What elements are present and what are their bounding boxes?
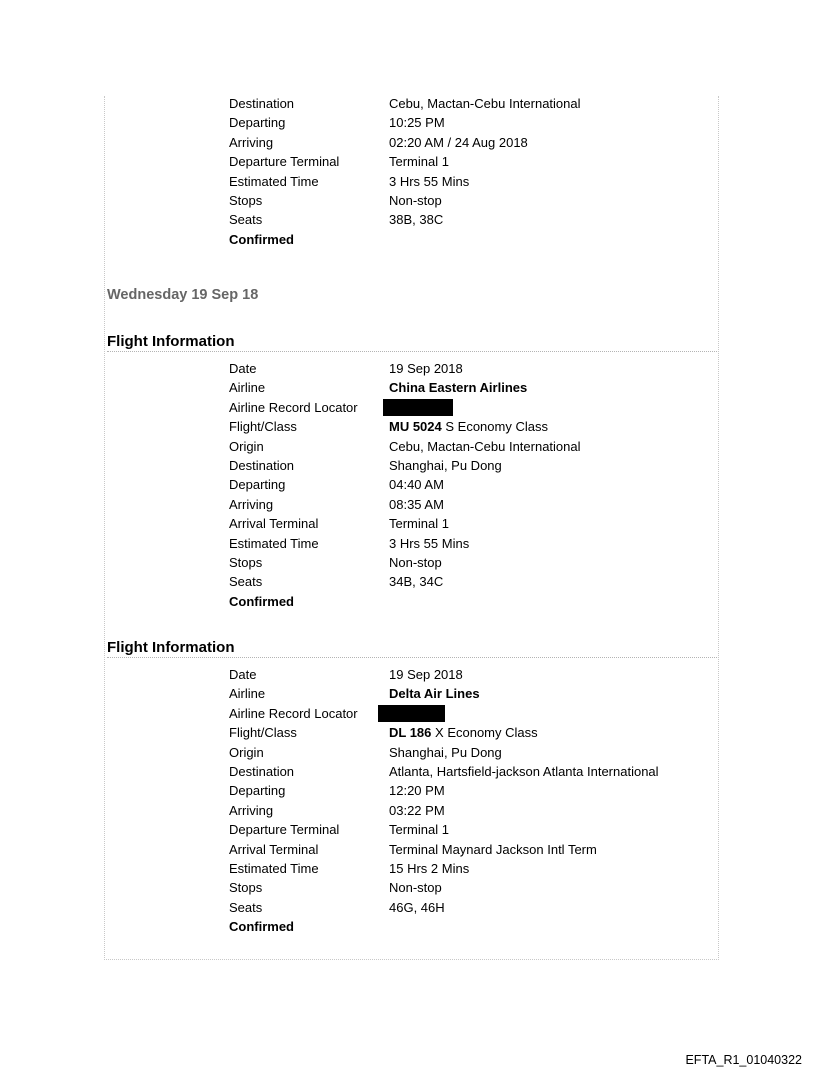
detail-row [229,475,699,494]
detail-label: Estimated Time [229,173,319,189]
detail-label: Stops [229,192,263,208]
detail-row [229,820,699,839]
redaction-box [383,399,453,416]
detail-value: 15 Hrs 2 Mins [389,860,470,876]
status-label: Confirmed [229,231,294,247]
flightclass-value [389,723,538,742]
detail-row [229,359,699,378]
redacted-locator [383,398,453,417]
date-value: 19 Sep 2018 [389,667,463,682]
airline-value: China Eastern Airlines [389,380,528,396]
date-value: 19 Sep 2018 [389,361,463,376]
detail-label: Departing [229,477,286,493]
detail-value: 02:20 AM / 24 Aug 2018 [389,134,528,150]
detail-row [229,665,699,684]
detail-row [229,898,699,917]
detail-label: Origin [229,744,264,760]
detail-row [229,840,699,859]
status-label: Confirmed [229,919,294,935]
detail-label: Departing [229,115,286,131]
detail-label: Departure Terminal [229,822,340,838]
date-label: Date [229,361,257,376]
status-label: Confirmed [229,593,294,609]
detail-label: Destination [229,457,295,473]
detail-label: Arriving [229,134,274,150]
detail-label: Seats [229,212,263,228]
fare-class: S Economy Class [445,419,548,435]
detail-value: Terminal 1 [389,154,449,170]
detail-row [229,210,699,229]
detail-row [229,113,699,132]
locator-label: Airline Record Locator [229,705,358,721]
airline-label: Airline [229,380,266,396]
detail-value: Terminal 1 [389,822,449,838]
flight1-details [229,359,699,611]
status-row [229,917,699,936]
detail-row [229,152,699,171]
detail-row [229,781,699,800]
fare-class: X Economy Class [435,725,538,741]
detail-row [229,417,699,436]
detail-row [229,534,699,553]
detail-label: Origin [229,438,264,454]
flight-number: MU 5024 [389,419,442,435]
detail-row [229,572,699,591]
day-header: Wednesday 19 Sep 18 [107,287,259,303]
detail-label: Arrival Terminal [229,516,319,532]
detail-value: Terminal 1 [389,516,449,532]
detail-value: 3 Hrs 55 Mins [389,535,470,551]
detail-label: Estimated Time [229,860,319,876]
detail-value: Non-stop [389,880,442,896]
detail-label: Seats [229,574,263,590]
detail-row [229,859,699,878]
detail-row [229,94,699,113]
detail-value: Shanghai, Pu Dong [389,457,502,473]
detail-value: 34B, 34C [389,574,444,590]
status-row [229,230,699,249]
detail-row [229,762,699,781]
flightclass-label: Flight/Class [229,725,297,741]
detail-label: Stops [229,880,263,896]
detail-row [229,801,699,820]
redaction-box [378,705,445,722]
detail-row [229,878,699,897]
status-row [229,592,699,611]
flight-info-header: Flight Information [107,639,717,658]
detail-row [229,398,699,417]
detail-value: Cebu, Mactan-Cebu International [389,438,581,454]
detail-row [229,378,699,397]
detail-row [229,514,699,533]
detail-value: 08:35 AM [389,496,444,512]
detail-label: Seats [229,899,263,915]
date-label: Date [229,667,257,682]
detail-row [229,684,699,703]
detail-row [229,704,699,723]
detail-value: Terminal Maynard Jackson Intl Term [389,841,597,857]
detail-value: 03:22 PM [389,802,445,818]
detail-value: 38B, 38C [389,212,444,228]
detail-value: Shanghai, Pu Dong [389,744,502,760]
detail-value: 46G, 46H [389,899,445,915]
detail-label: Arrival Terminal [229,841,319,857]
airline-value: Delta Air Lines [389,686,480,702]
detail-row [229,456,699,475]
flight-info-header: Flight Information [107,333,717,352]
airline-label: Airline [229,686,266,702]
flight-number: DL 186 [389,725,432,741]
detail-row [229,495,699,514]
detail-label: Arriving [229,496,274,512]
document-id: EFTA_R1_01040322 [685,1053,802,1067]
detail-label: Stops [229,554,263,570]
segment-top-details [229,94,699,249]
detail-row [229,437,699,456]
detail-row [229,133,699,152]
detail-value: 04:40 AM [389,477,444,493]
detail-label: Estimated Time [229,535,319,551]
detail-label: Arriving [229,802,274,818]
detail-value: Non-stop [389,192,442,208]
flight2-details [229,665,699,936]
flightclass-label: Flight/Class [229,419,297,435]
detail-label: Destination [229,763,295,779]
locator-label: Airline Record Locator [229,399,358,415]
detail-label: Departing [229,783,286,799]
detail-value: Cebu, Mactan-Cebu International [389,96,581,111]
detail-row [229,743,699,762]
detail-value: 3 Hrs 55 Mins [389,173,470,189]
detail-row [229,172,699,191]
detail-value: 12:20 PM [389,783,445,799]
detail-row [229,553,699,572]
detail-row [229,191,699,210]
detail-value: Non-stop [389,554,442,570]
detail-value: Atlanta, Hartsfield-jackson Atlanta International [389,763,659,779]
redacted-locator [378,704,445,723]
flightclass-value [389,417,548,436]
detail-label: Destination [229,96,295,111]
detail-row [229,723,699,742]
detail-value: 10:25 PM [389,115,445,131]
detail-label: Departure Terminal [229,154,340,170]
